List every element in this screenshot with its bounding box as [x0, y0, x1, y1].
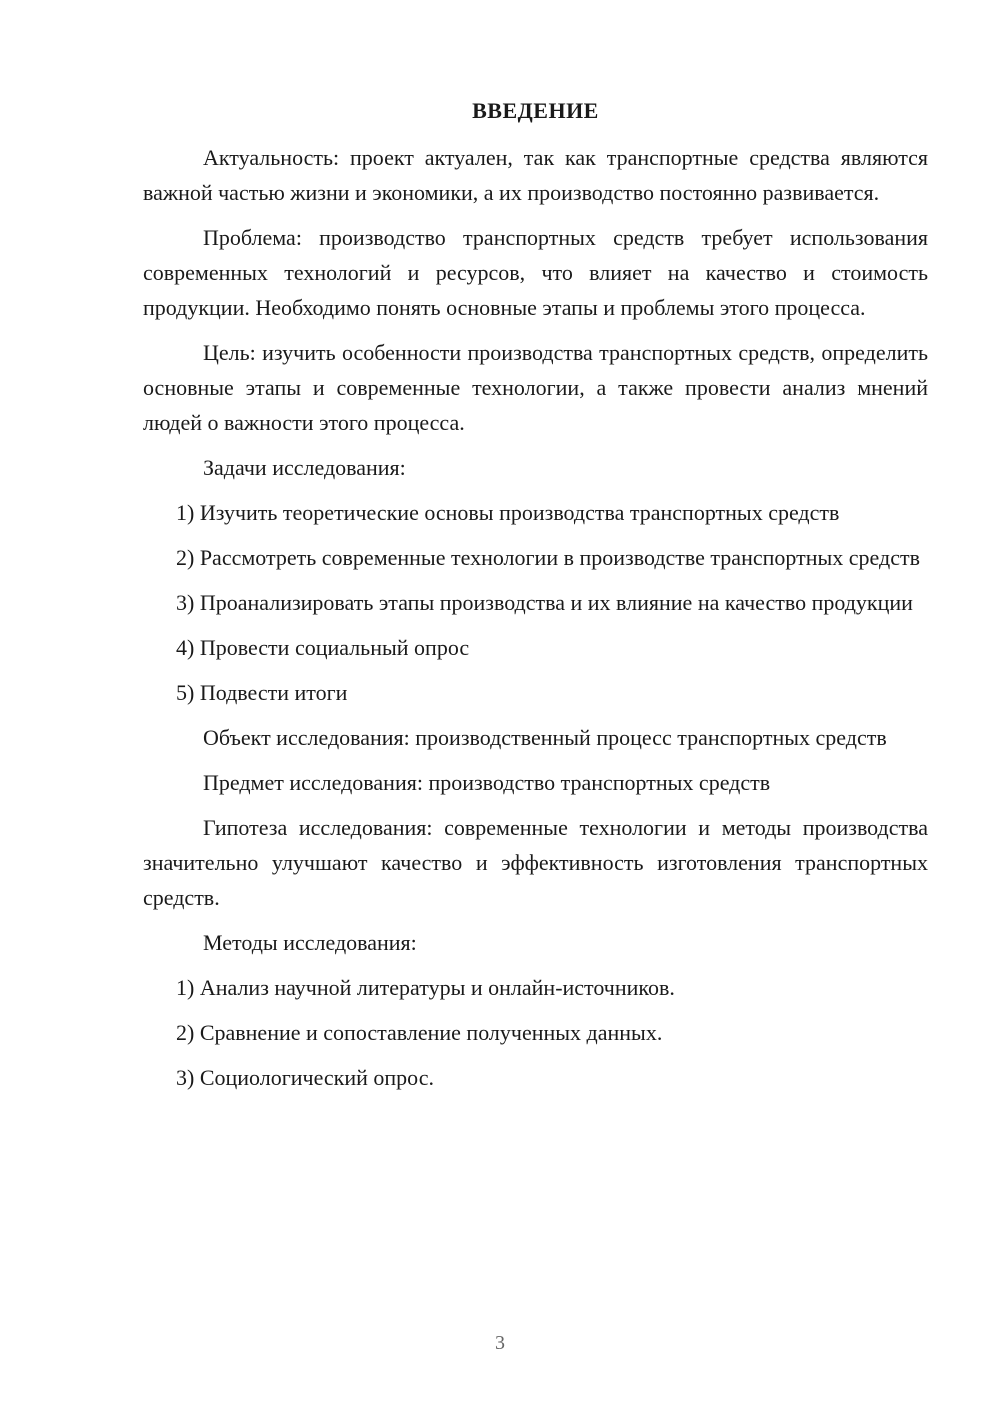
methods-heading: Методы исследования: — [203, 930, 417, 955]
document-page — [143, 93, 928, 1105]
task-item-3: 3) Проанализировать этапы производства и их влияние на качество продукции — [176, 590, 913, 615]
method-item-1: 1) Анализ научной литературы и онлайн-источников. — [176, 975, 675, 1000]
method-item-2: 2) Сравнение и сопоставление полученных данных. — [176, 1020, 663, 1045]
goal-paragraph: Цель: изучить особенности производства транспортных средств, определить основные этапы и современные технологии, а также провести анализ мнений людей о важности этого процесса. — [143, 340, 928, 435]
object-paragraph: Объект исследования: производственный процесс транспортных средств — [203, 725, 887, 750]
task-item-5: 5) Подвести итоги — [176, 680, 348, 705]
problem-paragraph: Проблема: производство транспортных средств требует использования современных технологий и ресурсов, что влияет на качество и стоимость продукции. Необходимо понять основные этапы и проблемы этого процесса. — [143, 225, 928, 320]
tasks-heading: Задачи исследования: — [203, 455, 406, 480]
relevance-paragraph: Актуальность: проект актуален, так как транспортные средства являются важной частью жизни и экономики, а их производство постоянно развивается. — [143, 145, 928, 205]
method-item-3: 3) Социологический опрос. — [176, 1065, 434, 1090]
task-item-4: 4) Провести социальный опрос — [176, 635, 470, 660]
section-title: ВВЕДЕНИЕ — [472, 98, 599, 123]
task-item-2: 2) Рассмотреть современные технологии в производстве транспортных средств — [176, 545, 920, 570]
subject-paragraph: Предмет исследования: производство транспортных средств — [203, 770, 771, 795]
hypothesis-paragraph: Гипотеза исследования: современные технологии и методы производства значительно улучшают качество и эффективность изготовления транспортных средств. — [143, 815, 928, 910]
page-number: 3 — [495, 1332, 505, 1354]
task-item-1: 1) Изучить теоретические основы производства транспортных средств — [176, 500, 840, 525]
